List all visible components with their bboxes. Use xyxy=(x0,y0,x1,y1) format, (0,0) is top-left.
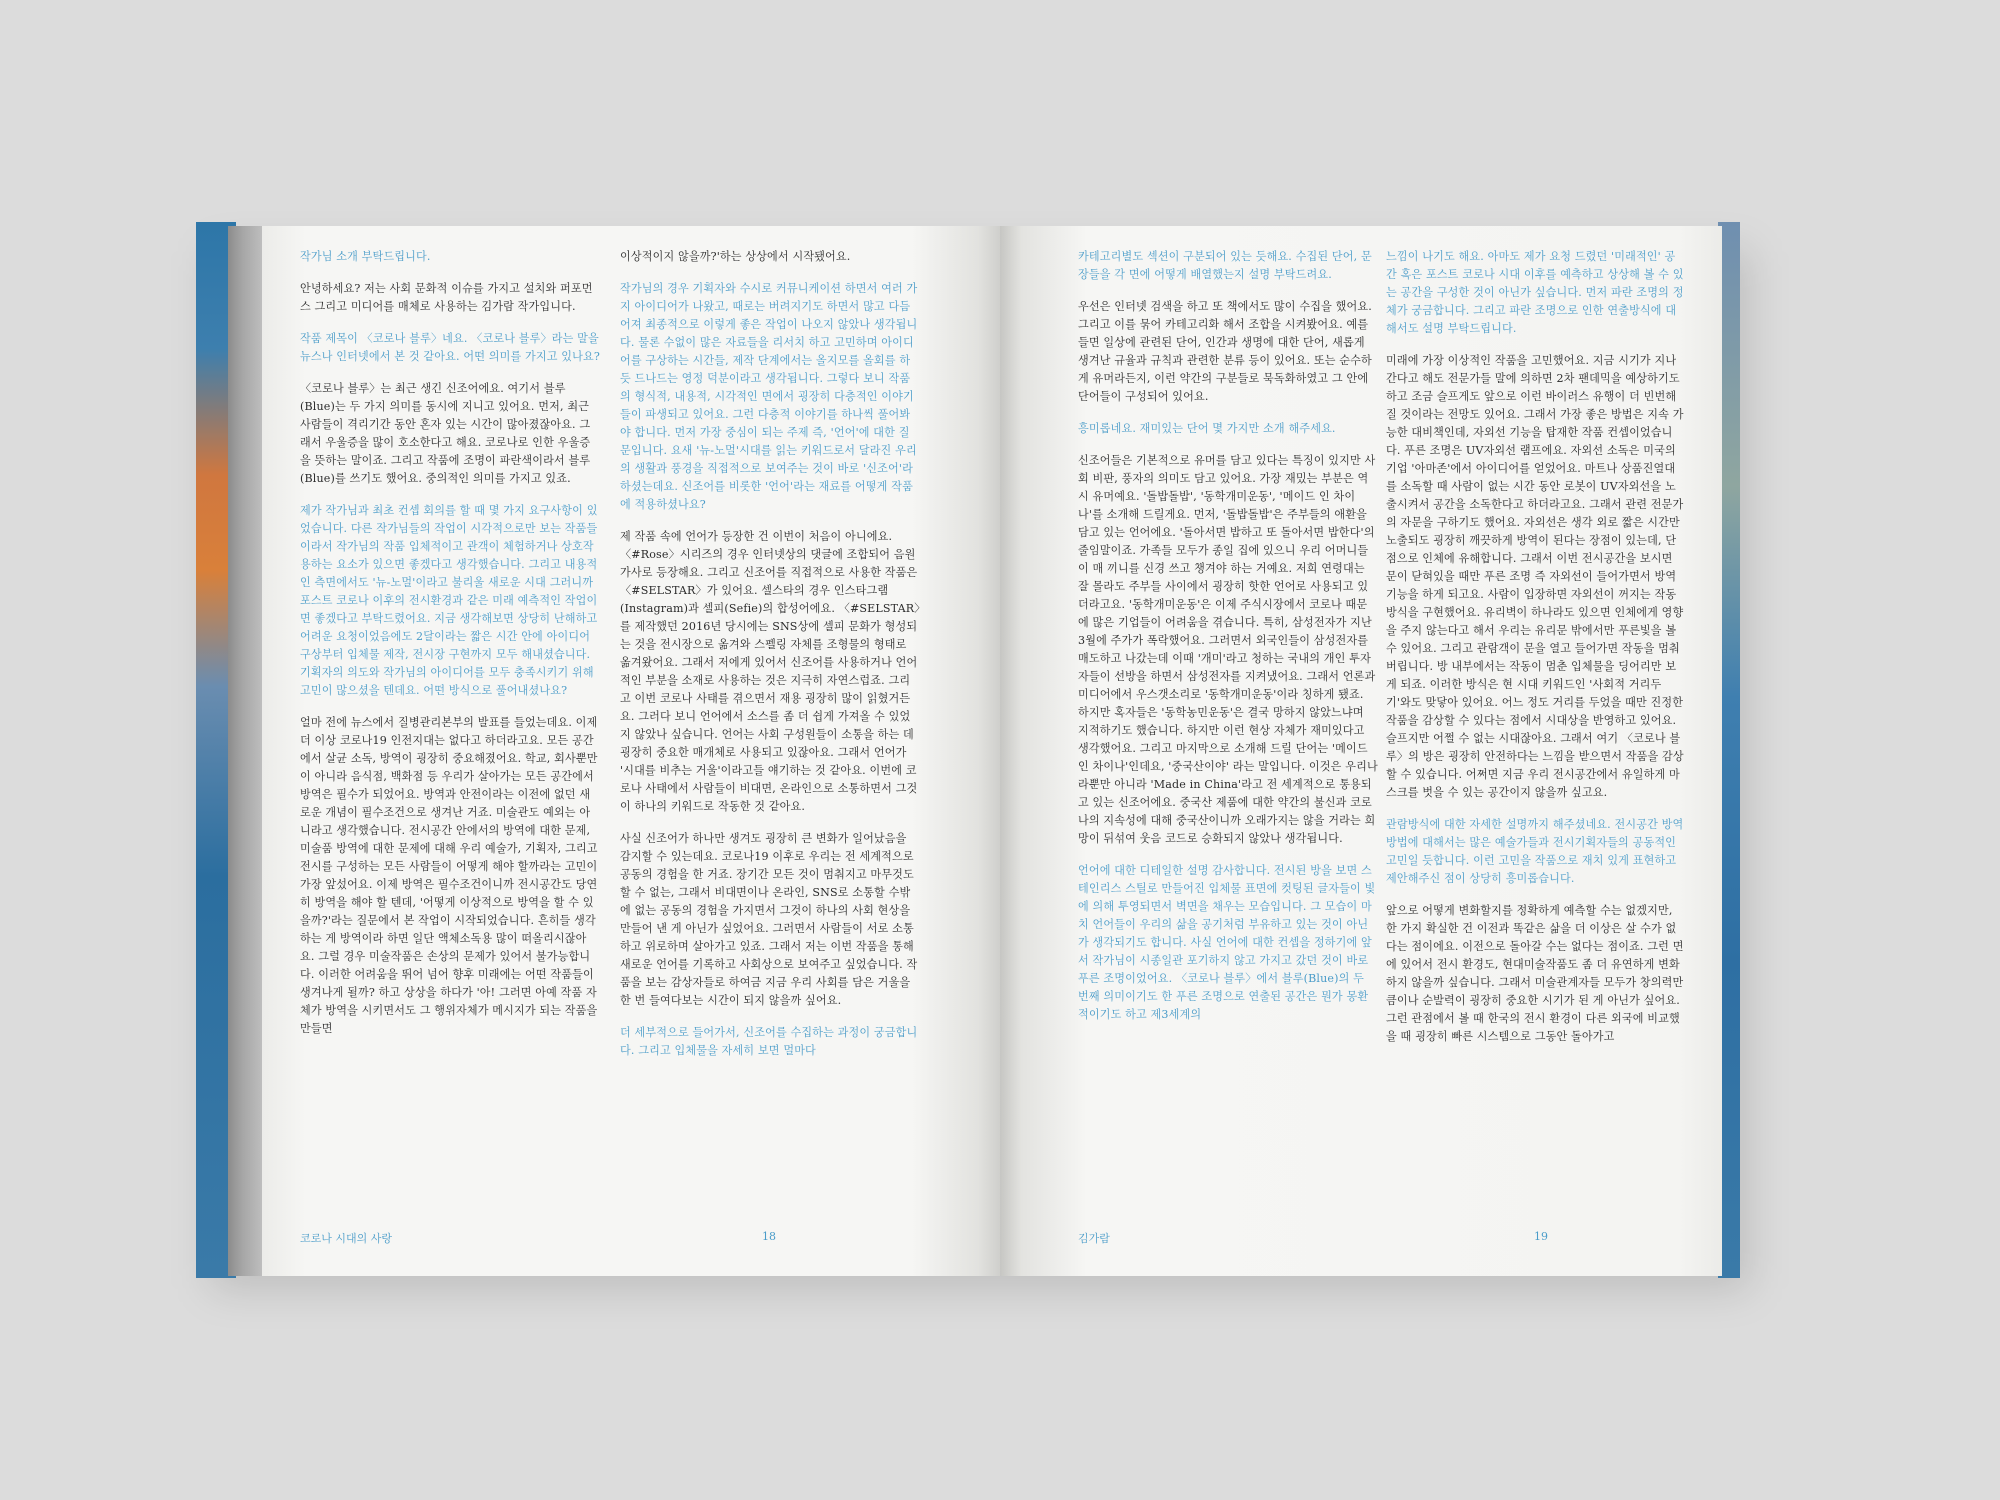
interview-answer: 신조어들은 기본적으로 유머를 담고 있다는 특징이 있지만 사회 비판, 풍자의 의미도 담고 있어요. 가장 재밌는 부분은 역시 유머예요. '돌밥돌밥', '동학개미운동', '메이드 인 차이나'를 소개해 드릴게요. 먼저, '돌밥돌밥'은 주부들의 애환을 담고 있는 언어에요. '돌아서면 밥하고 또 돌아서면 밥한다'의 줄임말이죠. 가족들 모두가 종일 집에 있으니 우리 어머니들이 매 끼니를 신경 쓰고 챙겨야 하는 거예요. 저희 연령대는 잘 몰라도 주부들 사이에서 굉장히 핫한 언어로 사용되고 있더라고요. '동학개미운동'은 이제 주식시장에서 코로나 때문에 많은 기업들이 어려움을 겪습니다. 특히, 삼성전자가 지난 3월에 주가가 폭락했어요. 그러면서 외국인들이 삼성전자를 매도하고 나갔는데 이때 '개미'라고 청하는 국내의 개인 투자자들이 선방을 하면서 삼성전자를 지켜냈어요. 그래서 언론과 미디어에서 우스갯소리로 '동학개미운동'이라 칭하게 됐죠. 하지만 혹자들은 '동학농민운동'은 결국 망하지 않았느냐며 지적하기도 했습니다. 하지만 이런 현상 자체가 재미있다고 생각했어요. 그리고 마지막으로 소개해 드릴 단어는 '메이드 인 차이나'인데요, '중국산이야' 라는 말입니다. 이것은 우리나라뿐만 아니라 'Made in China'라고 전 세계적으로 통용되고 있는 신조어에요. 중국산 제품에 대한 약간의 불신과 코로나의 지속성에 대해 중국산이니까 오래가지는 않을 거라는 희망이 뒤섞여 웃음 코드로 승화되지 않았나 생각됩니다. xyxy=(1078,454,1378,845)
interview-answer: 얼마 전에 뉴스에서 질병관리본부의 발표를 들었는데요. 이제 더 이상 코로나19 인전지대는 없다고 하더라고요. 모든 공간에서 살균 소독, 방역이 굉장히 중요해졌어요. 학교, 회사뿐만이 아니라 음식점, 백화점 등 우리가 살아가는 모든 공간에서 방역은 필수가 되었어요. 방역과 안전이라는 이전에 없던 새로운 개념이 필수조건으로 생겨난 거죠. 미술관도 예외는 아니라고 생각했습니다. 전시공간 안에서의 방역에 대한 문제, 미술품 방역에 대한 문제에 대해 우리 예술가, 기획자, 그리고 전시를 구성하는 모든 사람들이 어떻게 해야 할까라는 고민이 가장 앞섰어요. 이제 방역은 필수조건이니까 전시공간도 당연히 방역을 해야 할 텐데, '어떻게 이상적으로 방역을 할 수 있을까?'라는 질문에서 본 작업이 시작되었습니다. 흔히들 생각하는 게 방역이라 하면 일단 액체소독용 많이 떠올리시잖아요. 그럴 경우 미술작품은 손상의 문제가 있어서 불가능합니다. 이러한 어려움을 뛰어 넘어 향후 미래에는 어떤 작품들이 생겨나게 될까? 하고 상상을 하다가 '아! 그러면 아예 작품 자체가 방역을 시키면서도 그 행위자체가 메시지가 되는 작품을 만들면 xyxy=(300,716,598,1035)
interview-question: 제가 작가님과 최초 컨셉 회의를 할 때 몇 가지 요구사항이 있었습니다. 다른 작가님들의 작업이 시각적으로만 보는 작품들이라서 작가님의 작품 입체적이고 관객이 체험하거나 상호작용하는 요소가 있으면 좋겠다고 생각했습니다. 그리고 내용적인 측면에서도 '뉴-노멀'이라고 불리울 새로운 시대 그러니까 포스트 코로나 이후의 전시환경과 같은 미래 예측적인 작업이면 좋겠다고 부탁드렸어요. 지금 생각해보면 상당히 난해하고 어려운 요청이었음에도 2달이라는 짧은 시간 안에 아이디어 구상부터 입체물 제작, 전시장 구현까지 모두 해내셨습니다. 기획자의 의도와 작가님의 아이디어를 모두 충족시키기 위해 고민이 많으셨을 텐데요. 어떤 방식으로 풀어내셨나요? xyxy=(300,504,598,697)
interview-question: 흥미롭네요. 재미있는 단어 몇 가지만 소개 해주세요. xyxy=(1078,422,1336,435)
right-page-column-2 xyxy=(1386,248,1686,1168)
interview-answer: 미래에 가장 이상적인 작품을 고민했어요. 지금 시기가 지나간다고 해도 전문가들 말에 의하면 2차 팬데믹을 예상하기도 하고 조금 슬프게도 앞으로 이런 바이러스 유행이 더 빈번해질 것이라는 전망도 있어요. 그래서 가장 좋은 방법은 지속 가능한 대비책인데, 자외선 기능을 탑재한 작품 컨셉이었습니다. 푸른 조명은 UV자외선 램프에요. 자외선 소독은 미국의 기업 '아마존'에서 아이디어를 얻었어요. 마트나 상품진열대를 소독할 때 사람이 없는 시간 동안 로봇이 UV자외선을 노출시켜서 공간을 소독한다고 하더라고요. 그래서 관련 전문가의 자문을 구하기도 했어요. 자외선은 생각 외로 짧은 시간만 노출되도 굉장히 깨끗하게 방역이 된다는 장점이 있는데, 단점으로 인체에 유해합니다. 그래서 이번 전시공간을 보시면 문이 닫혀있을 때만 푸른 조명 즉 자외선이 들어가면서 방역기능을 하게 되고요. 사람이 입장하면 자외선이 꺼지는 작동 방식을 구현했어요. 유리벽이 하나라도 있으면 인체에게 영향을 주지 않는다고 해서 우리는 유리문 밖에서만 푸른빛을 볼 수 있어요. 그리고 관람객이 문을 열고 들어가면 작동을 멈춰버립니다. 방 내부에서는 작동이 멈춘 입체물을 딩어리만 보게 되죠. 이러한 방식은 현 시대 키워드인 '사회적 거리두기'와도 맞닿아 있어요. 어느 정도 거리를 두었을 때만 진정한 작품을 감상할 수 있다는 점에서 시대상을 반영하고 있어요. 슬프지만 어쩔 수 없는 시대잖아요. 그래서 여기 〈코로나 블루〉의 방은 굉장히 안전하다는 느낌을 받으면서 작품을 감상할 수 있습니다. 어쩌면 지금 우리 전시공간에서 유일하게 마스크를 벗을 수 있는 공간이지 않을까 싶고요. xyxy=(1386,354,1684,799)
left-page-column-2 xyxy=(620,248,920,1168)
interview-answer: 안녕하세요? 저는 사회 문화적 이슈를 가지고 설치와 퍼포먼스 그리고 미디어를 매체로 사용하는 김가람 작가입니다. xyxy=(300,282,593,313)
running-title-left: 코로나 시대의 사랑 xyxy=(300,1232,393,1245)
interview-question: 작가님 소개 부탁드립니다. xyxy=(300,250,431,263)
page-stack-edge xyxy=(228,226,264,1276)
right-page xyxy=(1000,226,1722,1276)
interview-answer: 제 작품 속에 언어가 등장한 건 이번이 처음이 아니에요. 〈#Rose〉시리즈의 경우 인터넷상의 댓글에 조합되어 음원 가사로 등장해요. 그리고 신조어를 직접적으로 사용한 작품은 〈#SELSTAR〉가 있어요. 셀스타의 경우 인스타그램(Instagram)과 셀피(Sefie)의 합성어에요. 〈#SELSTAR〉를 제작했던 2016년 당시에는 SNS상에 셀피 문화가 형성되는 것을 전시장으로 옮겨와 스펠링 자체를 조형물의 형태로 옮겨왔어요. 그래서 저에게 있어서 신조어를 사용하거나 언어적인 부분을 소재로 사용하는 것은 지극히 자연스럽죠. 그리고 이번 코로나 사태를 겪으면서 재용 굉장히 많이 읽혔거든요. 그러다 보니 언어에서 소스를 좀 더 쉽게 가져올 수 있었지 않았나 싶습니다. 언어는 사회 구성원들이 소통을 하는 데 굉장히 중요한 매개체로 사용되고 있잖아요. 그래서 언어가 '시대를 비추는 거울'이라고들 얘기하는 것 같아요. 이번에 코로나 사태에서 사람들이 비대면, 온라인으로 소통하면서 그것이 하나의 키워드로 작동한 것 같아요. xyxy=(620,530,920,813)
left-page-column-1 xyxy=(300,248,600,1168)
interview-question: 작가님의 경우 기획자와 수시로 커뮤니케이션 하면서 여러 가지 아이디어가 나왔고, 때로는 버려지기도 하면서 많고 다듬어져 최종적으로 이렇게 좋은 작업이 나오지 않았나 생각됩니다. 물론 수없이 많은 자료들을 리서치 하고 고민하며 아이디어를 구상하는 시간들, 제작 단계에서는 올지모를 올회를 하듯 드나드는 영정 덕분이라고 생각됩니다. 그렇다 보니 작품의 형식적, 내용적, 시각적인 면에서 굉장히 다층적인 이야기들이 파생되고 있어요. 그런 다층적 이야기를 하나씩 풀어봐야 합니다. 먼저 가장 중심이 되는 주제 즉, '언어'에 대한 질문입니다. 요새 '뉴-노멀'시대를 읽는 키워드로서 달라진 우리의 생활과 풍경을 직접적으로 보여주는 것이 바로 '신조어'라 하셨는데요. 신조어를 비롯한 '언어'라는 재료를 어떻게 작품에 적용하셨나요? xyxy=(620,282,918,511)
running-title-right: 김가람 xyxy=(1078,1232,1110,1245)
interview-question: 카테고리별도 섹션이 구분되어 있는 듯해요. 수집된 단어, 문장들을 각 면에 어떻게 배열했는지 설명 부탁드려요. xyxy=(1078,250,1372,281)
left-page xyxy=(262,226,1000,1276)
interview-question: 관람방식에 대한 자세한 설명까지 해주셨네요. 전시공간 방역방법에 대해서는 많은 예술가들과 전시기획자들의 공동적인 고민일 듯합니다. 이런 고민을 작품으로 재치 있게 표현하고 제안해주신 점이 상당히 흥미롭습니다. xyxy=(1386,818,1684,885)
interview-question: 더 세부적으로 들어가서, 신조어를 수집하는 과정이 궁금합니다. 그리고 입체물을 자세히 보면 멀마다 xyxy=(620,1026,918,1057)
right-page-column-1 xyxy=(1078,248,1378,1168)
page-number-right: 19 xyxy=(1534,1230,1548,1243)
interview-question: 언어에 대한 디테일한 설명 감사합니다. 전시된 방을 보면 스테인리스 스틸로 만들어진 입체물 표면에 컷팅된 글자들이 빛에 의해 투영되면서 벽면을 채우는 모습입니다. 그 모습이 마치 언어들이 우리의 삶을 공기처럼 부유하고 있는 것이 아닌가 생각되기도 합니다. 사실 언어에 대한 컨셉을 정하기에 앞서 작가님이 시종일관 포기하지 않고 가지고 갔던 것이 바로 푸른 조명이었어요. 〈코로나 블루〉에서 블루(Blue)의 두 번째 의미이기도 한 푸른 조명으로 연출된 공간은 뭔가 몽환적이기도 하고 제3세계의 xyxy=(1078,864,1376,1021)
interview-answer: 이상적이지 않을까?'하는 상상에서 시작됐어요. xyxy=(620,250,851,263)
interview-question: 작품 제목이 〈코로나 블루〉네요. 〈코로나 블루〉라는 말을 뉴스나 인터넷에서 본 것 같아요. 어떤 의미를 가지고 있나요? xyxy=(300,332,600,363)
interview-answer: 〈코로나 블루〉는 최근 생긴 신조어에요. 여기서 블루(Blue)는 두 가지 의미를 동시에 지니고 있어요. 먼저, 최근 사람들이 격리기간 동안 혼자 있는 시간이 많아졌잖아요. 그래서 우울증을 많이 호소한다고 해요. 코로나로 인한 우울증을 뜻하는 말이죠. 그리고 작품에 조명이 파란색이라서 블루(Blue)를 쓰기도 했어요. 중의적인 의미를 가지고 있죠. xyxy=(300,382,591,485)
interview-question: 느낌이 나기도 해요. 아마도 제가 요청 드렸던 '미래적인' 공간 혹은 포스트 코로나 시대 이후를 예측하고 상상해 볼 수 있는 공간을 구성한 것이 아닌가 싶습니다. 먼저 파란 조명의 정체가 궁금합니다. 그리고 파란 조명으로 인한 연출방식에 대해서도 설명 부탁드립니다. xyxy=(1386,250,1684,335)
interview-answer: 우선은 인터넷 검색을 하고 또 책에서도 많이 수집을 했어요. 그리고 이를 묶어 카테고리화 해서 조합을 시켜봤어요. 예를 들면 일상에 관련된 단어, 인간과 생명에 대한 단어, 새롭게 생겨난 규율과 규칙과 관련한 분류 등이 있어요. 또는 순수하게 유머라든지, 이런 약간의 구분들로 묵독화하였고 그 안에 단어들이 구성되어 있어요. xyxy=(1078,300,1372,403)
page-number-left: 18 xyxy=(762,1230,776,1243)
interview-answer: 앞으로 어떻게 변화할지를 정확하게 예측할 수는 없겠지만, 한 가지 확실한 건 이전과 똑같은 삶을 더 이상은 살 수가 없다는 점이에요. 이전으로 돌아갈 수는 없다는 점이죠. 그런 면에 있어서 전시 환경도, 현대미술작품도 좀 더 유연하게 변화하지 않을까 싶습니다. 그래서 미술관계자들 모두가 창의력만큼이나 순발력이 굉장히 중요한 시기가 된 게 아닌가 싶어요. 그런 관점에서 볼 때 한국의 전시 환경이 다른 외국에 비교했을 때 굉장히 빠른 시스템으로 그동안 돌아가고 xyxy=(1386,904,1684,1043)
interview-answer: 사실 신조어가 하나만 생겨도 굉장히 큰 변화가 일어났음을 감지할 수 있는데요. 코로나19 이후로 우리는 전 세계적으로 공동의 경험을 한 거죠. 장기간 모든 것이 멈춰지고 마무것도 할 수 없는, 그래서 비대면이나 온라인, SNS로 소통할 수밖에 없는 공동의 경험을 가지면서 그것이 하나의 사회 현상을 만들어 낸 게 아닌가 싶었어요. 그러면서 사람들이 서로 소통하고 위로하며 살아가고 있죠. 그래서 저는 이번 작품을 통해 새로운 언어를 기록하고 사회상으로 보여주고 싶었습니다. 작품을 보는 감상자들로 하여금 지금 우리 사회를 담은 거울을 한 번 들여다보는 시간이 되지 않을까 싶어요. xyxy=(620,832,918,1007)
